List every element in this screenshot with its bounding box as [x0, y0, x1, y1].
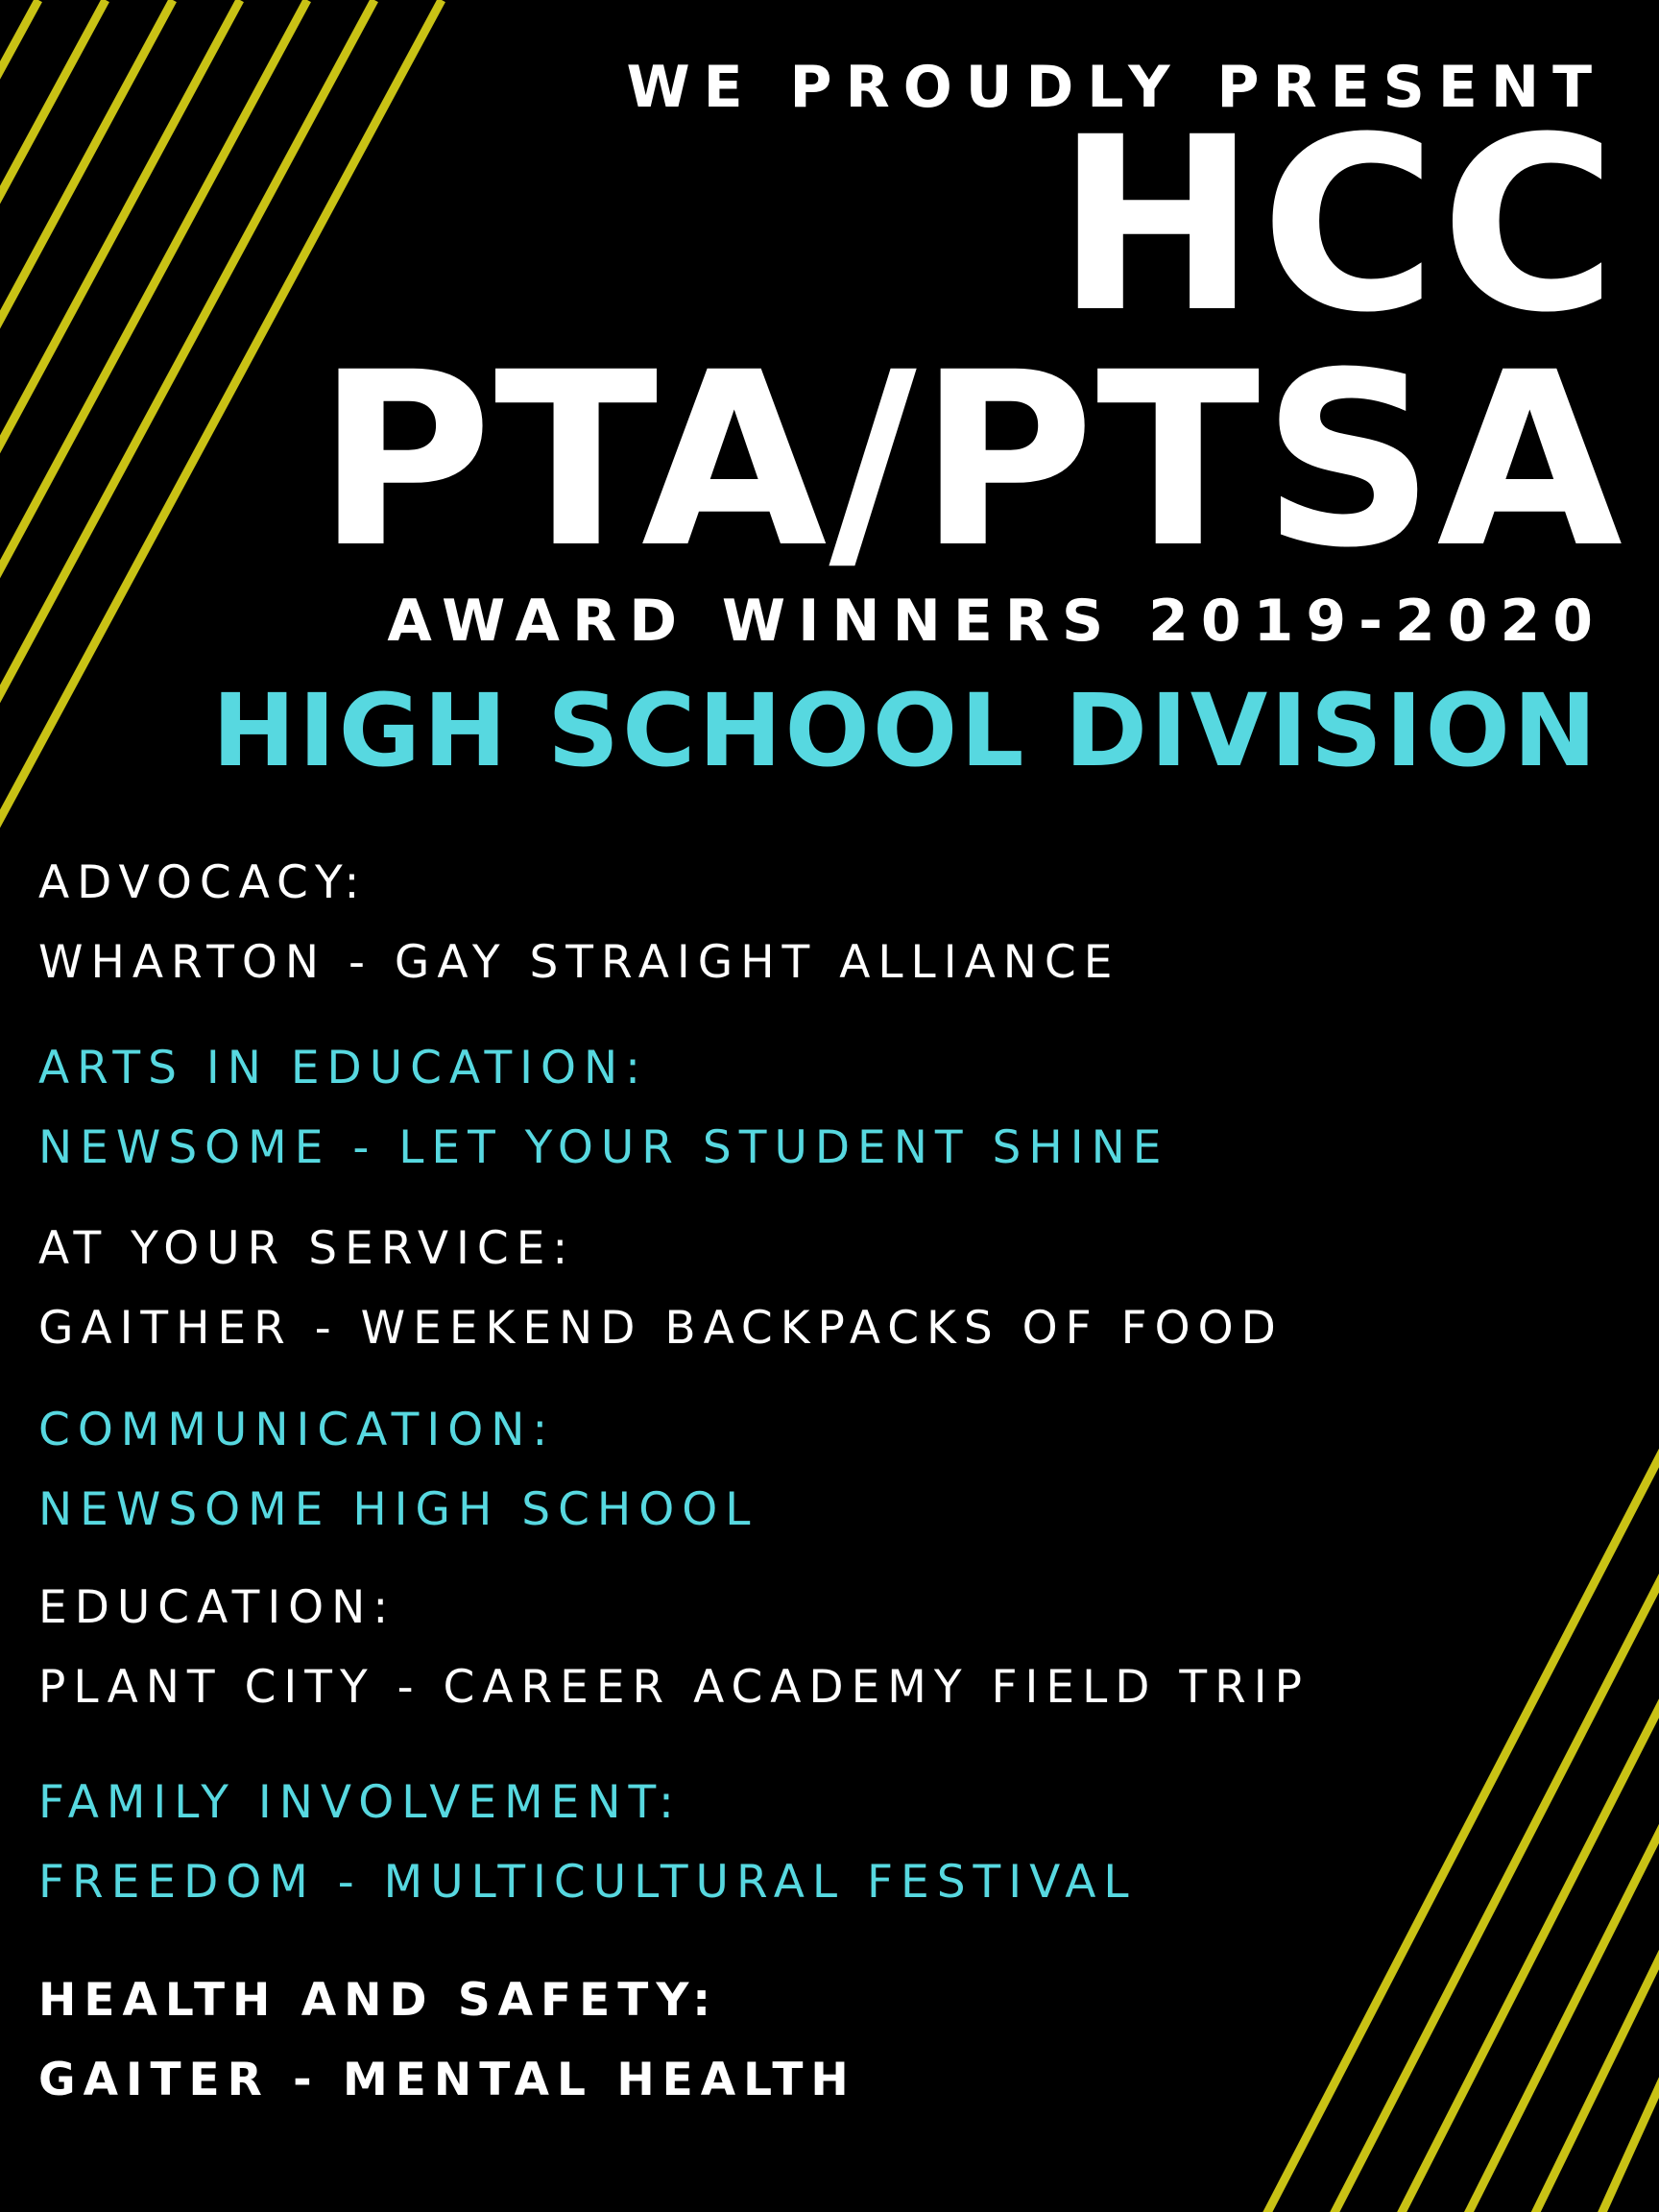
award-category: ADVOCACY: [38, 856, 368, 909]
award-at-your-service [38, 1222, 1284, 1355]
award-family-involvement [38, 1776, 1137, 1909]
bottom-right-stripes [1258, 1421, 1659, 2212]
award-winner: GAITHER - WEEKEND BACKPACKS OF FOOD [38, 1302, 1284, 1355]
award-winner: NEWSOME - LET YOUR STUDENT SHINE [38, 1121, 1169, 1174]
award-winner: NEWSOME HIGH SCHOOL [38, 1483, 758, 1536]
award-communication [38, 1404, 758, 1536]
division-heading: HIGH SCHOOL DIVISION [211, 672, 1599, 789]
award-winner: PLANT CITY - CAREER ACADEMY FIELD TRIP [38, 1661, 1310, 1714]
award-category: HEALTH AND SAFETY: [38, 1974, 719, 2027]
award-winner: FREEDOM - MULTICULTURAL FESTIVAL [38, 1856, 1137, 1909]
award-category: FAMILY INVOLVEMENT: [38, 1776, 682, 1829]
title-hcc: HCC [1055, 85, 1621, 365]
award-health-and-safety [38, 1974, 856, 2106]
award-subtitle: AWARD WINNERS 2019-2020 [387, 588, 1605, 655]
award-category: EDUCATION: [38, 1581, 397, 1634]
award-advocacy [38, 856, 1120, 989]
award-winner: WHARTON - GAY STRAIGHT ALLIANCE [38, 936, 1120, 989]
award-category: COMMUNICATION: [38, 1404, 556, 1456]
title-pta-ptsa: PTA/PTSA [316, 321, 1624, 600]
pre-title: WE PROUDLY PRESENT [626, 54, 1605, 121]
award-category: ARTS IN EDUCATION: [38, 1042, 648, 1094]
award-arts-in-education [38, 1042, 1169, 1174]
award-category: AT YOUR SERVICE: [38, 1222, 576, 1275]
award-winner: GAITER - MENTAL HEALTH [38, 2054, 856, 2106]
award-education [38, 1581, 1310, 1714]
